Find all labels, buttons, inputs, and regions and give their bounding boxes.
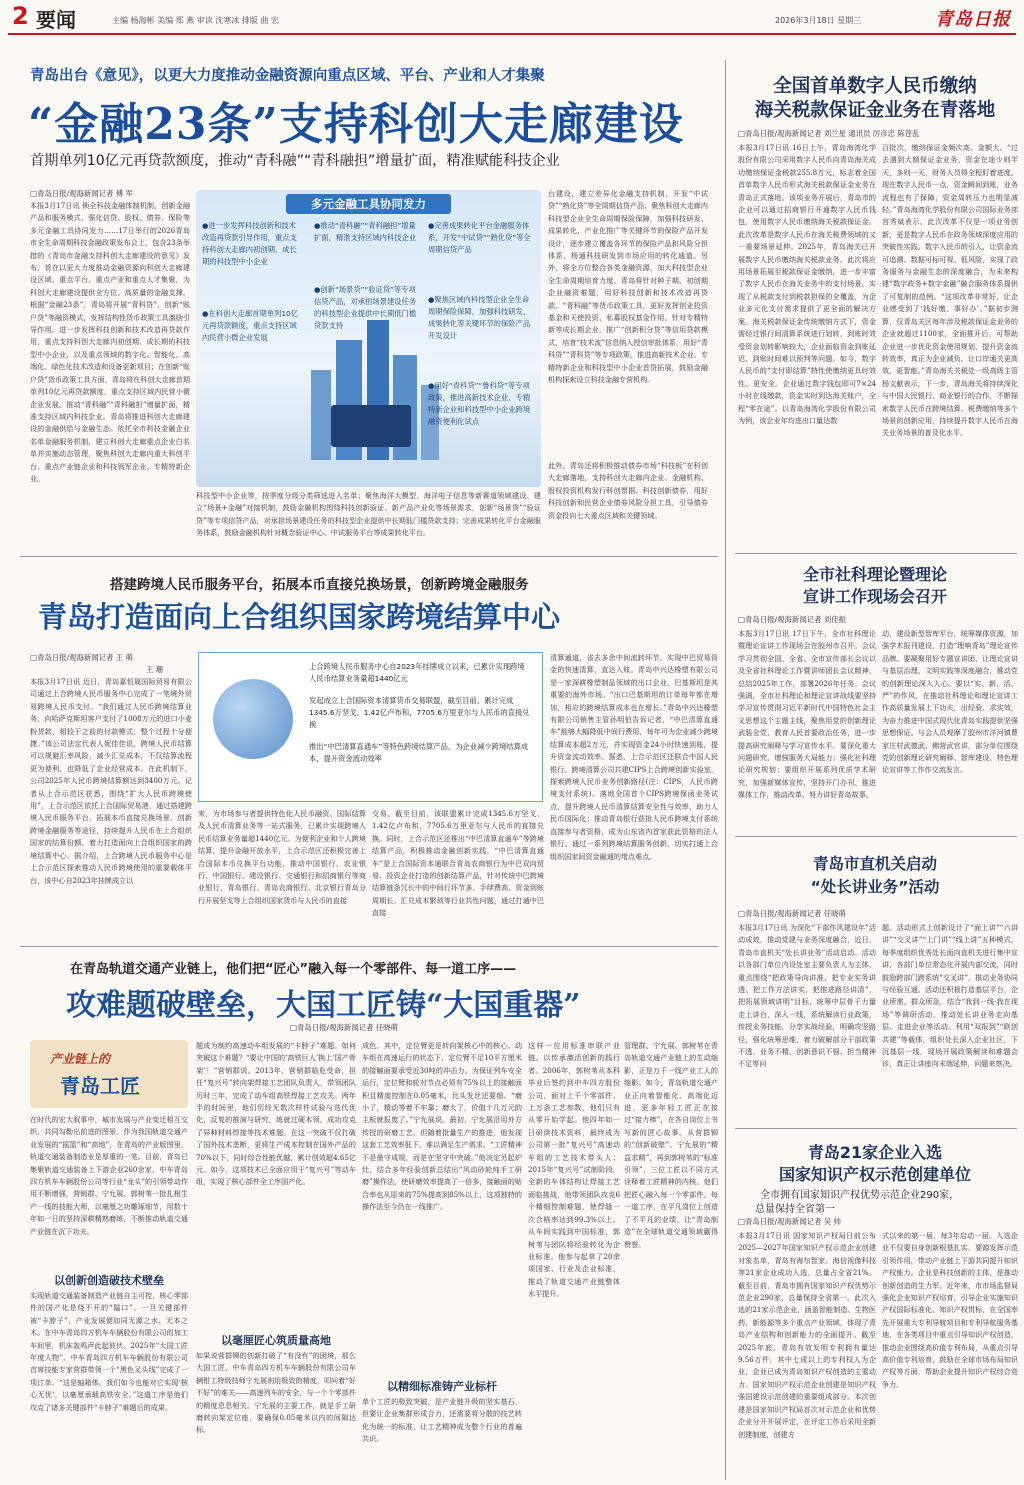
infographic-card-1: ●进一步发挥科技创新和技术改造再贷款引导作用，重点支持科创大走廊内初创期、成长期的科技型中小企业: [202, 221, 297, 266]
lead-subtitle: 首期单列10亿元再贷款额度，推动“青科融”“青科融担”增量扩面，精准赋能科技企业: [30, 153, 560, 169]
infographic-card-7: ●用好“青科贷”“鲁科贷”等专项政策，推进高新技术企业、专精特新企业和科技型中小企业跨境融资便利化试点: [428, 381, 531, 426]
infographic-card-5: ●创新“场景贷”“验证贷”等专项信贷产品，对承担场景建设任务的科技型企业提供中长期低门槛贷款支持: [314, 285, 417, 330]
infographic-card-2: ●推动“青科融”“青科融担”增量扩面，精准支持区域内科技企业: [314, 221, 417, 242]
masthead-rule: [8, 33, 1016, 35]
cross-col4: 清算通道，省去多余中间流转环节，实现中巴贸易资金的快速清算、直达入账。青岛中兴达橡塑有限公司是一家深耕橡塑制品领域的出口企业，巴基斯坦是其重要的海外市场。“出口巴基斯坦的订单每年都在增加，相应的跨境结算成本也在增长。”青岛中兴达橡塑有限公司销售主管孙明伯告诉记者，“中巴清算直通车”能够大幅降低中间行费用，每年可为企业减少跨境结算成本超2万元，并实现资金24小时快速到账，提升资金流动效率。据悉，上合示范区还联合中国人民银行、跨境清算公司共建CIPS上合跨境创新实验室，探索跨境人民币业务创新路径(注：CIPS，人民币跨境支付系统)。落地全国首个CIPS跨境保函业务试点，提升跨境人民币清算结算安全性与效率，助力人民币国际化；推动青岛银行获批人民币跨境支付系统直接参与者资格，成为山东省内首家获此资格的法人银行。通过一系列跨境结算服务创新，切实打通上合组织国家间资金融通的堵点难点。: [550, 653, 718, 861]
craft-col1b: 实现轨道交通装备制造产业链自主可控，核心零部件的国产化是绕不开的“隘口”。一旦关键部件被“卡脖子”，产业发展便如同无源之水、无本之木。在中车青岛四方机车车辆股份有限公司的加工车间里，机床轰鸣声此起彼伏。2025年“大国工匠年度人物”、中车青岛四方机车车辆股份有限公司首席技能专家营群带领一个“黑色叉头线”完成了一项订单。“这是轴箱体，我们如今也能对它实现‘核心无忧’，以毫厘承载高铁安全。”这道工序是他们攻克了诸多关键部件“卡脖子”难题后的成果。: [30, 1291, 188, 1412]
infographic-card-4: ●在科创大走廊首期单列10亿元再贷款额度，重点支持区域内民营小微企业发展: [202, 309, 298, 342]
ip-col1: 本报3月17日讯 国家知识产权局日前公布2025—2027年国家知识产权示范企业创建对象名单，青岛有海尔智家、海信视像科技等21家企业成功入选，总量占全省21%。截至目前，青岛市拥有国家知识产权优势示范企业290家，总量保持全省第一。此次入选的21家示范企业，涵盖智能制造、生物医药、新能源等多个重点产业领域，体现了青岛产业结构和创新能力的全面提升。截至2025年底，青岛有效发明专利拥有量达9.56万件，其中七成以上的专利权人为企业，企业已成为青岛知识产权创造的主要动力。国家知识产权示范企业创建是知识产权强国建设示范创建的重要组成部分。本次创建是国家知识产权局首次对示范企业和优势企业分开开展评定，在评定工作后采用全新创建制度，创建方: [738, 1231, 876, 1439]
craft-kicker: 在青岛轨道交通产业链上，他们把“匠心”融入每一个零部件、每一道工序——: [70, 962, 517, 977]
cross-infobox: [198, 652, 543, 802]
craft-col1: 在时代的宏大叙事中，城市发展与产业变迁相互交织，共同勾勒出前进的图景。作为我国轨道交通产业发展的“摇篮”和“高地”，在青岛的产业版图里，轨道交通装备制造业是厚重的一笔。目前，青岛已集聚轨道交通装备上下游企业260余家，中车青岛四方机车车辆股份公司等行业“龙头”的引领带动作用不断增强，营销群、宁允展、郭树苇一批扎根生产一线的技能大师，以毫厘之功雕琢细节，用数十年如一日的坚持深耕精熟磨练，不断推动轨道交通产业链在沉下功夫。: [30, 1115, 188, 1236]
lead-byline: □青岛日报/观海新闻记者 傅 军: [30, 189, 133, 198]
lead-headline: “金融23条”支持科创大走廊建设: [28, 99, 684, 150]
lead-infographic: [196, 190, 541, 487]
craft-col3b: 单个工匠的极致突破，是产业链升级的坚实基石，但要让企业集群形成合力，还需要将分散的技艺转化为统一的标准，让工艺精神成为整个行业的普遍共识。: [362, 1397, 522, 1444]
theory-col2: 动，建设新型智库平台，统筹媒体资源，加强学术报刊建设，打造“理响青岛”理论宣传品牌。要凝聚用好专题宣讲团，让理论宣讲与基层治理、文明实践等深度融合，推动党的创新理论深入人心。要以“实、新、活、严”的作风，在推动社科理论和理论宣讲工作高质量发展上下功夫，出经验、求实效，为奋力推进中国式现代化青岛实践提供坚强思想保证。与会人员观摩了胶州市洋河镇曹家庄村武德武、佛营武官讲，部分单位围绕党的创新理论研究阐释、智库建设、特色理论宣讲等工作作交流发言。: [882, 629, 1018, 775]
craft-col4: 这样一位用标准串联产业链、以传承激活创新的践行者。2006年，郭树苇从本科毕业后签约到中车四方股份公司，面对上千个零部件、上万条工艺参数，他们只有从零开始学起。他四年如一日研读技术资料，最终成为公司第一批“复兴号”高速动车组的工艺技术带头人；2015年“复兴号”试制阶段，全新的车体结构让焊接工艺面临挑战，他带领团队攻克6个精细控制难题，使焊缝一次合格率达到99.3%以上。从车间实践到中国标准，郭树苇与团队将经验转化为企业标准。他参与起草了20余项国家、行业及企业标准，推动了轨道交通产业链整体水平提升。: [528, 1041, 620, 1299]
ip-byline: □青岛日报/观海新闻记者 吴 帅: [738, 1217, 841, 1226]
cross-box-item-1: 上合跨境人民币服务中心自2023年挂牌成立以来，已累计实现跨境人民币结算业务量超1440亿元: [309, 662, 525, 683]
craft-badge: [30, 1040, 188, 1108]
cross-box-item-3: 推出“中巴清算直通车”等特色跨境结算产品，为企业减少跨境结算成本，提升资金流动效率: [309, 742, 529, 763]
infographic-title: 多元金融工具协同发力: [311, 197, 426, 211]
cross-col3: 交易。截至目前，该联盟累计完成1345.6万坚戈、1.42亿卢布和，7705.6万里亚尔与人民币的直接兑换。同时，上合示范区还推出“中巴清算直通车”等跨境结算产品，积极推动金融创新实践，“中巴清算直通车”是上合国际资本通联合青岛农商银行为中巴双向贸易、投资企业打造的创新结算产品，针对传统中巴跨境结算链条冗长中的中间行环节多、手续费高、资金到账周期长、汇兑成本繁琐等行业共性问题，通过打通中巴直接: [372, 809, 544, 918]
theory-byline: □青岛日报/观海新闻记者 刘佳振: [738, 615, 846, 624]
speech-col2: 题。活动形式上创新设计了“面上讲”“六讲讲”“交叉讲”“上门讲”“线上讲”五种模式，每季度组织优秀处长面向直机关进行集中宣讲，各部门单位常态化开展内部交流，同时鼓励跨部门跨系统“交叉讲”，推动业务协同与经验互通。活动还积极打造基层平台，企业所需、群众所急，结合“我到一线·我在现场”等调研活动，推动处长讲业务走向基层、走进企业等活动。利用“双报到”“联创共建”等载体，组织处长深入企业社区，下沉基层一线，现场开展政策解读和难题会诊，真正让讲座向末端延伸，问题来察决。: [882, 923, 1018, 1069]
infographic-card-6: ●聚焦区域内科技型企业全生命周期保险保障，加强科技研发、成果转化等关键环节的保险产品开发设计: [428, 295, 531, 340]
theory-headline-1: 全市社科理论暨理论: [802, 565, 947, 584]
section-name: 要闻: [36, 8, 76, 32]
rmb-headline-1: 全国首单数字人民币缴纳: [773, 76, 977, 97]
cross-box-item-2: 发起成立上合国际资本清算货币交易联盟，截至目前，累计完成1345.6万坚戈、1.42亿卢布和，7705.6万里亚尔与人民币的直接兑换: [309, 696, 530, 729]
cross-kicker: 搭建跨境人民币服务平台，拓展本币直接兑换场景，创新跨境金融服务: [110, 577, 529, 593]
speech-headline-2: “处长讲业务”活动: [810, 878, 940, 896]
paper-logo: 青岛日报: [935, 9, 1011, 30]
cross-byline-1: □青岛日报/观海新闻记者 王 萌: [30, 653, 133, 662]
craft-subhead-2: 以毫厘匠心筑质量高地: [221, 1334, 331, 1347]
ip-headline-1: 青岛21家企业入选: [807, 1143, 943, 1162]
theory-headline-2: 宣讲工作现场会召开: [802, 587, 947, 606]
rule-cross-bottom: [20, 946, 718, 947]
badge-label-main: 青岛工匠: [60, 1074, 140, 1098]
masthead: [0, 0, 1024, 34]
craft-col2: 题成为制约高速动车组发展的“卡脖子”难题。如何突破这个难题？“要让中国的‘高铁巨人’换上‘国产骨架’！”营销群说。2013年，营销群临危受命，担任“复兴号”转向架焊接工艺团队负责人，带领团队历时三年，完成了动车组高铁焊接工艺攻关。两年半的时间里，他们历经无数次样件试验与迭代优化，反复的推演与研究，练就过硬本领，成功攻克了异种材料焊接等技术难题。在这一突破不仅打破了国外技术垄断，更将生产成本控制在国外产品的70%以下，同时综合性能优越，累计创效超4.65亿元。如今，这项技术已全面应用于“复兴号”等动车组，实现了核心部件全工序国产化。: [196, 1041, 356, 1187]
craft-subhead-1: 以创新创造破技术壁垒: [54, 1274, 164, 1287]
craft-col3: 成色。其中，定位臂更是转向架核心中的核心。动车组在高速运行的状态下，定位臂不足10平方厘米的接触面要承受近30吨的冲击力。为保证列车安全运行，定位臂和轮对节点必须有75%以上的接触面积且精度控制在0.05毫米，比头发丝还要细。“磨小了，精动等着不牢靠；磨大了，价值十几万元的主板就报废了。”宁允展说。最初，宁允展沿用外方传授的研磨工艺，但随着批量生产的推进，他发现这套工艺效率低下，难以满足生产需求。“工匠精神不是墨守成规，而是在坚守中突破。”他决定另起炉灶，结合多年经验创新总结出“风动砂轮纯手工研磨”操作法，使研磨效率提高了一倍多，接触面的贴合率也从原来的75%提高到85%以上，这项独特的操作法至今仍在一线推广。: [362, 1041, 522, 1212]
cross-byline-2: 王 珊: [146, 665, 164, 674]
craft-byline: □青岛日报/观海新闻记者 任晓萌: [290, 1023, 398, 1032]
infographic-card-3: ●完善成果转化平台金融服务体系，开发“中试贷”“熟化贷”等全周期信贷产品: [428, 221, 531, 254]
theory-col1: 本报3月17日讯 17日下午，全市社科理论暨理论宣讲工作现场会在胶州市召开。会议学习贯彻全国、全省、全市宣传部长会议以及全省社科理论工作暨讲师团长会议精神，总结2025年工作，部署2026年任务。会议强调，全市社科理论和理论宣讲战线要坚持学习宣传贯彻习近平新时代中国特色社会主义思想这个主题主线，聚焦用党的创新理论武装全党、教育人民首要政治任务，进一步提高研究阐释与学习宣传水平。要深化重大问题研究，增强服务大局能力；强化社科理论研究规划；要组织开展系列优质学术研究，加强新媒体宣传，坚持开门办刊、推进媒体工作，推动改革、努力讲好青岛故事。: [738, 629, 876, 800]
cross-col2: 来，为市场参与者提供特色化人民币融资、国际结算及人民币清算业务等一站式服务，已累计实现跨境人民币结算业务量超1440亿元。为便利企业和个人跨境结算，提升金融开放水平，上合示范区还积极完善上合国际本币兑换平台功能，推动中国银行、农业银行、中国银行、建设银行、交通银行和招商银行等商业银行，青岛银行、青岛农商银行、北京银行青岛分行开展坚戈等上合组织国家货币与人民币的直接: [198, 809, 366, 905]
ip-subtitle-2: 总量保持全省第一: [755, 1204, 835, 1215]
lead-col4: 此外，青岛还将积极推动债券市场“科技板”在科创大走廊落地，支持科创大走廊内企业、金融机构、股权投资机构发行科创票据、科技创新债券，用好科技创新和民营企业债券风险分担工具，引导债券资金投向七大重点区域和关键领域。: [548, 461, 708, 520]
lead-col3: 台建设，建立差异化金融支持机制，开发“中试贷”“熟化贷”等全周期信贷产品；聚焦科创大走廊内科技型企业全生命周期保险保障，加强科技研发、成果转化、产业化推广等关键环节的保险产品开发设计，逐步建立覆盖各环节的保险产品和风险分担体系，杨通科技研发到市场应用的转化通道。另外，将全方位整合各类金融资源，加大科技型企业全生命周期培育力度。青岛将针对种子期、初创期企业融资难题，用好科技创新和技术改造再贷款、“青科融”等货币政策工具，更好发挥创业投资基金和天使投资、私募股权基金作用。针对专精特新等成长期企业，推广“创新积分贷”等信用贷款模式，培育“技术流”信息纳入授信审批体系，用好“青科贷”“青科贷”等专项政策，推进高新技术企业、专精特新企业和科技型中小企业首贷拓展，鼓励金融机构探索设立科技金融专营机构。: [548, 189, 708, 385]
craft-col2b: 如果说营群铆的创新打破了“有没有”的困境，那么大国工匠、中车青岛四方机车车辆股份有限公司车辆钳工特级技师宁允展则用极致的精度，叩问着“好不好”的难关——高速列车的安全，与一个个零部件的精度息息相关。宁允展的主要工作，就是手工研磨转向架定位座，要确保0.05毫米以内的间隙达标。: [196, 1351, 356, 1435]
speech-byline: □青岛日报/观海新闻记者 任晓萌: [738, 909, 846, 918]
ip-col2: 式以来的第一届，每3年启动一届。入选企业不仅要自身创新根基扎实，要源发挥示范引领作用，带动产业链上下游共同提升知识产权能力。企业是科技创新的主体，是推动创新创造的生力军。近年来，市市场监督局强化企业知识产权培育，引导企业实施知识产权国际标准化、知识产权贯标，在全国率先开展重大专利导航项目和专利导航服务基地，在各类项目中重点引导知识产权创造，推动企业围绕高价值专利布局，从重点引导高价值专利培育、鼓励在全球市场布局知识产权等方面，帮助企业提升知识产权综合竞争力。: [882, 1231, 1018, 1389]
craft-subhead-3: 以精细标准铸产业标杆: [387, 1380, 497, 1393]
lead-kicker: 青岛出台《意见》，以更大力度推动金融资源向重点区域、平台、产业和人才集聚: [30, 68, 545, 84]
craft-col5: 管理群、宁允展、郭树苇在青岛轨道交通产业链上的生动缩影，正是万千一线产业工人的缩影。如今，青岛轨道交通产业正向着智能化、高端化迈进，更多年轻工匠正在接过“接力棒”，在各自岗位上书写新的匠心故事。从营群铆的“创新破壁”、宁允展的“精益求精”，再到郭树苇的“标准引领”，三位工匠以不同方式诠释着工匠精神的内核。他们把匠心融入每一个零部件、每一道工序，在平凡岗位上创造了不平凡的业绩，让“青岛制造”在全球轨道交通领域赢得赞誉。: [624, 1041, 718, 1249]
speech-col1: 本报3月17日讯 为深化“下部作风建设年”活动成效，推动党建与业务深度融合，近日，青岛市直机关“处长讲业务”活动启动。活动以各部门单位内设处室主要负责人为主体，重点围绕“把政策导向讲准、把专业实务讲透、把工作方法讲实、把推进路径讲清”，把拓展领域讲明“目标，统筹中层骨干力量走上讲台，深入一线，系统解读行业政策，传授业务技能，分享实战经验，明确攻坚路径，强化统筹思维，着力破解部分干部政策不透、业务不精、创新意识不强、担当精神不足等问: [738, 923, 876, 1069]
cross-col1: 本报3月17日讯 近日，青岛嘉恒晟国际贸易有限公司通过上合跨境人民币服务中心完成了一笔境外贸易跨境人民币支付。“我们通过人民币跨境结算业务，向哈萨克斯坦客户支付了1008万元的进口小麦粉货款，相较于之前的付款模式，整个过程十分便捷。”该公司法定代表人妮佳佳说，跨境人民币结算可以规避汇率风险，减少汇兑成本，不仅结算流程更为便利，也降低了企业经营成本。在此机制下，公司2025年人民币跨境结算额达到3400万元。记者从上合示范区获悉，围绕“扩大人民币跨境使用”，上合示范区依托上合国际贸易港，通过搭建跨境人民币服务平台，拓展本币直接兑换场景、创新跨境金融服务等途径，持续提升人民币在上合组织国家的结算份额，着力打造面向上合组织国家的跨境结算中心。据介绍，上合跨境人民币服务中心是上合示范区探索推动人民币跨境使用的重要载体平台，该中心自2023年挂牌成立以: [30, 677, 192, 885]
lead-col2: 科技型中小企业等，按季度分级分类筛选进入名单；聚焦海洋大模型、海洋电子信息等新赛道领域建设、建立“场景+金融”对接机制，鼓励金融机构围绕科技创新验证、新产品产业化等场景需求，创新“场景贷”“验证贷”等专项信贷产品，对承担场景建设任务的科技型企业提供中长期低门槛贷款支持；完善成果转化平台金融服务体系，鼓励金融机构针对概念验证中心、中试服务平台等成果转化平台。: [196, 491, 541, 538]
globe-icon: [213, 679, 293, 759]
page-number: 2: [12, 2, 29, 30]
rule-theory-bottom: [735, 836, 1017, 837]
ip-subtitle-1: 全市拥有国家知识产权优势示范企业290家，: [760, 1190, 960, 1201]
column-divider: [725, 60, 726, 1480]
craft-headline: 攻难题破壁垒，大国工匠铸“大国重器”: [66, 988, 581, 1023]
issue-date: 2026年3月18日 星期三: [775, 16, 862, 25]
badge-label-top: 产业链上的: [50, 1052, 111, 1066]
rmb-byline: □青岛日报/观海新闻记者 刘兰星 通讯员 厉彦忠 陈苍乱: [738, 129, 920, 138]
ip-headline-2: 国家知识产权示范创建单位: [778, 1165, 971, 1184]
rmb-headline-2: 海关税款保证金业务在青落地: [754, 100, 996, 121]
editor-credits: 主编 杨海彬 美编 郑 燕 审读 沈寒冰 排版 曲 宏: [112, 16, 279, 25]
rule-speech-bottom: [735, 1128, 1017, 1129]
cross-headline: 青岛打造面向上合组织国家跨境结算中心: [38, 600, 561, 634]
rule-lead-bottom: [20, 556, 718, 557]
rule-rmb-bottom: [735, 553, 1017, 554]
lead-col1: 本报3月17日讯 锁全科技金融体制机制，创新金融产品和服务模式，强化信贷、股权、债券、保险等多元金融工具协同发力……17日举行的2026青岛市全生命周期科技金融政策发布会上，包含23条举措的《青岛市金融支持科创大走廊建设的意见》发布，旨在以更大力度推动金融资源向科创大走廊建设区域、重点平台、重点产业和重点人才集聚，为科创大走廊建设提供全方位、高质量的金融支撑。根据“金融23条”，青岛将开展“青科贷”，创新“账户贷”等融资模式，发挥结构性货币政策工具激励引导作用。进一步发挥科技创新和技术改造再贷款作用，重点支持科创大走廊内初创期、成长期的科技型中小企业，以及重点领域的数字化、智能化、高端化、绿色化技术改造和设备更新项目；在创新“账户贷”货币政策工具方面，青岛将在科创大走廊首期单列10亿元再贷款额度，重点支持区域内民营小微企业发展。推动“青科融”“青科融担”增量扩面，精准支持区域内科技企业。青岛将推进科创大走廊建设的金融供给与金融生态。依托全市科技金融企业名单金融服务机制，建立科创大走廊重点企业白名单并实施动态管理，聚焦科创大走廊内重大科创平台、重点产业链企业和科技领军企业、专精特新企业。: [30, 201, 190, 483]
rmb-col1: 本报3月17日讯 16日上午，青岛海湾化学股份有限公司采用数字人民币向青岛海关成功缴纳保证金税款255.8万元，标志着全国首单数字人民币形式海关税款保证金业务在青岛正式落地。该项业务开展后，青岛市的企业可以通过招商银行开通数字人民币钱包，使用数字人民币缴纳海关税款保证金。此次改革是数字人民币在海关税费领域的又一重要场景延伸。2025年，青岛海关已开展数字人民币缴纳海关税款业务。此次将应用场景拓展至税款保证金缴纳，进一步丰富了数字人民币在海关业务中的支付场景，实现了从税款支付到税款担保的全覆盖，为企业多元化支付需求提供了更全面的解决方案。海关税款保证金传统缴纳方式下，资金需经过银行间清算系统进行划转，到账时效受资金划转影响较大，企业面临资金到账延迟、到账时间难以预判等问题。如今，数字人民币的“支付即结算”特性使缴纳更具时效性、更安全。企业通过数字钱包即可7×24小时在线缴款，资金实时到达海关账户，全程“零在途”。以青岛海湾化学股份有限公司为例，该企业年均进出口量达数: [738, 143, 876, 425]
speech-headline-1: 青岛市直机关启动: [812, 855, 937, 873]
rmb-col2: 百批次，缴纳保证金频次高、金额大。“过去遇到大额保证金业务，资金在途少则半天，多则一天，财务人员得全程盯着进度。现在数字人民币一点，资金瞬间到账，业务流程也有了保障，资金周转压力也明显减轻。”青岛海湾化学股份有限公司国际业务部宫秀斌表示。此次改革不仅是一项业务创新，更是数字人民币在政务领域深度应用的突破性实践。数字人民币的引入，让资金流可追溯、数据可标可视、低风险，实现了政务服务与金融生态的深度融合，为未来构建“数字政务+数字金融”融合服务体系提供了可复制的范例。“这项改革非常好，让企业感受到了‘钱好缴、事好办’。”据初步测算，仅青岛关区每年涉及税款保证金业务的企业就超过1100家，全面推开后，可帮助企业进一步优化资金使用规划，提升资金流转效率，真正为企业减负、让口岸通关更高效、更智能。”青岛海关关税处一级高级主管杨文献表示，下一步，青岛海关将持续深化与中国人民银行、商业银行的合作，不断探索数字人民币在跨境结算、税费缴纳等多个场景的创新应用，持续提升数字人民币在海关业务场景的普及化水平。: [882, 143, 1018, 438]
